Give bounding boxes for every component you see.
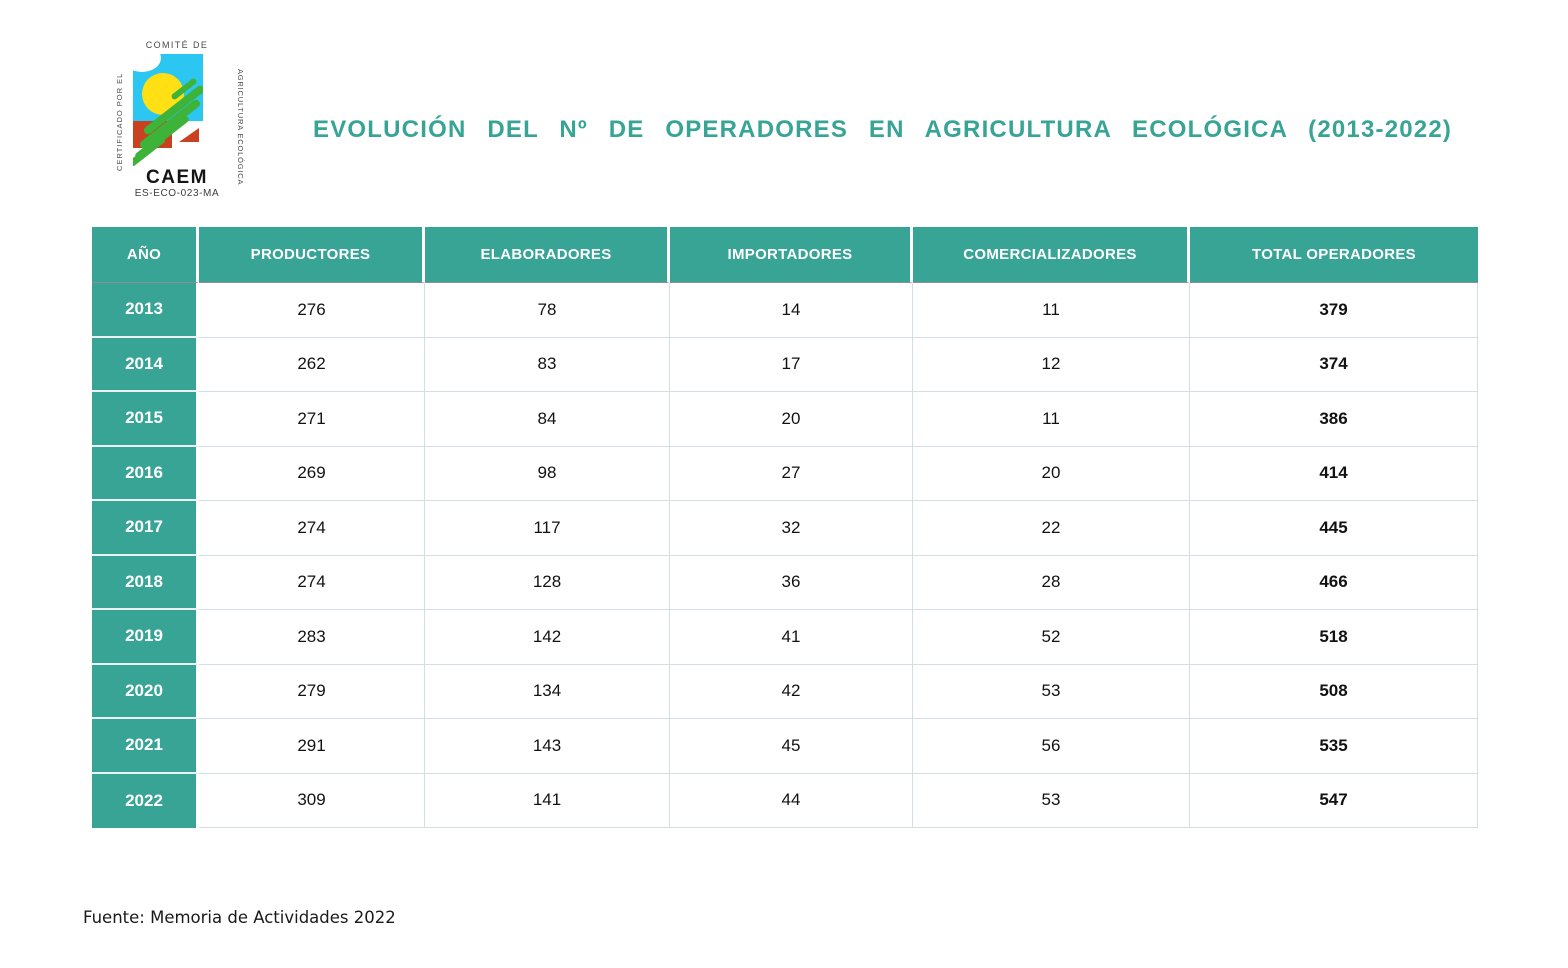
value-cell: 56: [913, 719, 1190, 774]
table-row: [92, 556, 1478, 611]
value-cell: 53: [913, 665, 1190, 720]
value-cell: 276: [199, 283, 425, 338]
year-cell: 2015: [92, 392, 199, 447]
logo-top-label: COMITÉ DE: [145, 40, 209, 50]
value-cell: 41: [670, 610, 913, 665]
value-cell: 98: [425, 447, 670, 502]
year-cell: 2020: [92, 665, 199, 720]
value-cell: 518: [1190, 610, 1478, 665]
value-cell: 309: [199, 774, 425, 829]
value-cell: 22: [913, 501, 1190, 556]
value-cell: 547: [1190, 774, 1478, 829]
table-row: [92, 501, 1478, 556]
value-cell: 53: [913, 774, 1190, 829]
value-cell: 11: [913, 392, 1190, 447]
value-cell: 374: [1190, 338, 1478, 393]
value-cell: 84: [425, 392, 670, 447]
value-cell: 11: [913, 283, 1190, 338]
value-cell: 274: [199, 556, 425, 611]
year-cell: 2018: [92, 556, 199, 611]
table-header-row: [92, 227, 1478, 283]
column-header: AÑO: [92, 227, 199, 283]
table-row: [92, 283, 1478, 338]
caem-logo: [107, 40, 247, 200]
soil-triangle-shape: [179, 128, 199, 142]
logo-right-label: AGRICULTURA ECOLÓGICA: [236, 68, 245, 186]
value-cell: 445: [1190, 501, 1478, 556]
column-header: IMPORTADORES: [670, 227, 913, 283]
year-cell: 2016: [92, 447, 199, 502]
value-cell: 535: [1190, 719, 1478, 774]
value-cell: 134: [425, 665, 670, 720]
year-cell: 2021: [92, 719, 199, 774]
year-cell: 2022: [92, 774, 199, 829]
table-row: [92, 719, 1478, 774]
value-cell: 27: [670, 447, 913, 502]
value-cell: 128: [425, 556, 670, 611]
operators-table: [92, 227, 1478, 828]
value-cell: 386: [1190, 392, 1478, 447]
value-cell: 291: [199, 719, 425, 774]
value-cell: 44: [670, 774, 913, 829]
table-row: [92, 665, 1478, 720]
value-cell: 14: [670, 283, 913, 338]
column-header: PRODUCTORES: [199, 227, 425, 283]
value-cell: 508: [1190, 665, 1478, 720]
value-cell: 141: [425, 774, 670, 829]
table-row: [92, 338, 1478, 393]
value-cell: 45: [670, 719, 913, 774]
value-cell: 279: [199, 665, 425, 720]
logo-certificate-code: ES-ECO-023-MA: [134, 188, 220, 199]
value-cell: 117: [425, 501, 670, 556]
value-cell: 466: [1190, 556, 1478, 611]
value-cell: 17: [670, 338, 913, 393]
column-header: TOTAL OPERADORES: [1190, 227, 1478, 283]
value-cell: 42: [670, 665, 913, 720]
value-cell: 142: [425, 610, 670, 665]
value-cell: 83: [425, 338, 670, 393]
year-cell: 2014: [92, 338, 199, 393]
value-cell: 20: [670, 392, 913, 447]
value-cell: 12: [913, 338, 1190, 393]
value-cell: 262: [199, 338, 425, 393]
source-note: Fuente: Memoria de Actividades 2022: [83, 907, 396, 927]
column-header: ELABORADORES: [425, 227, 670, 283]
value-cell: 271: [199, 392, 425, 447]
year-cell: 2013: [92, 283, 199, 338]
value-cell: 20: [913, 447, 1190, 502]
column-header: COMERCIALIZADORES: [913, 227, 1190, 283]
value-cell: 414: [1190, 447, 1478, 502]
value-cell: 36: [670, 556, 913, 611]
year-cell: 2017: [92, 501, 199, 556]
logo-acronym: CAEM: [146, 167, 208, 188]
value-cell: 78: [425, 283, 670, 338]
table-row: [92, 610, 1478, 665]
value-cell: 52: [913, 610, 1190, 665]
value-cell: 283: [199, 610, 425, 665]
value-cell: 274: [199, 501, 425, 556]
value-cell: 32: [670, 501, 913, 556]
value-cell: 269: [199, 447, 425, 502]
logo-left-label: CERTIFICADO POR EL: [115, 72, 124, 172]
year-cell: 2019: [92, 610, 199, 665]
table-body: [92, 283, 1478, 828]
page-title: EVOLUCIÓN DEL Nº DE OPERADORES EN AGRICULTURA ECOLÓGICA (2013-2022): [313, 116, 1453, 144]
value-cell: 143: [425, 719, 670, 774]
table-row: [92, 774, 1478, 829]
table-row: [92, 447, 1478, 502]
value-cell: 28: [913, 556, 1190, 611]
logo-artwork: [133, 54, 203, 166]
value-cell: 379: [1190, 283, 1478, 338]
table-row: [92, 392, 1478, 447]
